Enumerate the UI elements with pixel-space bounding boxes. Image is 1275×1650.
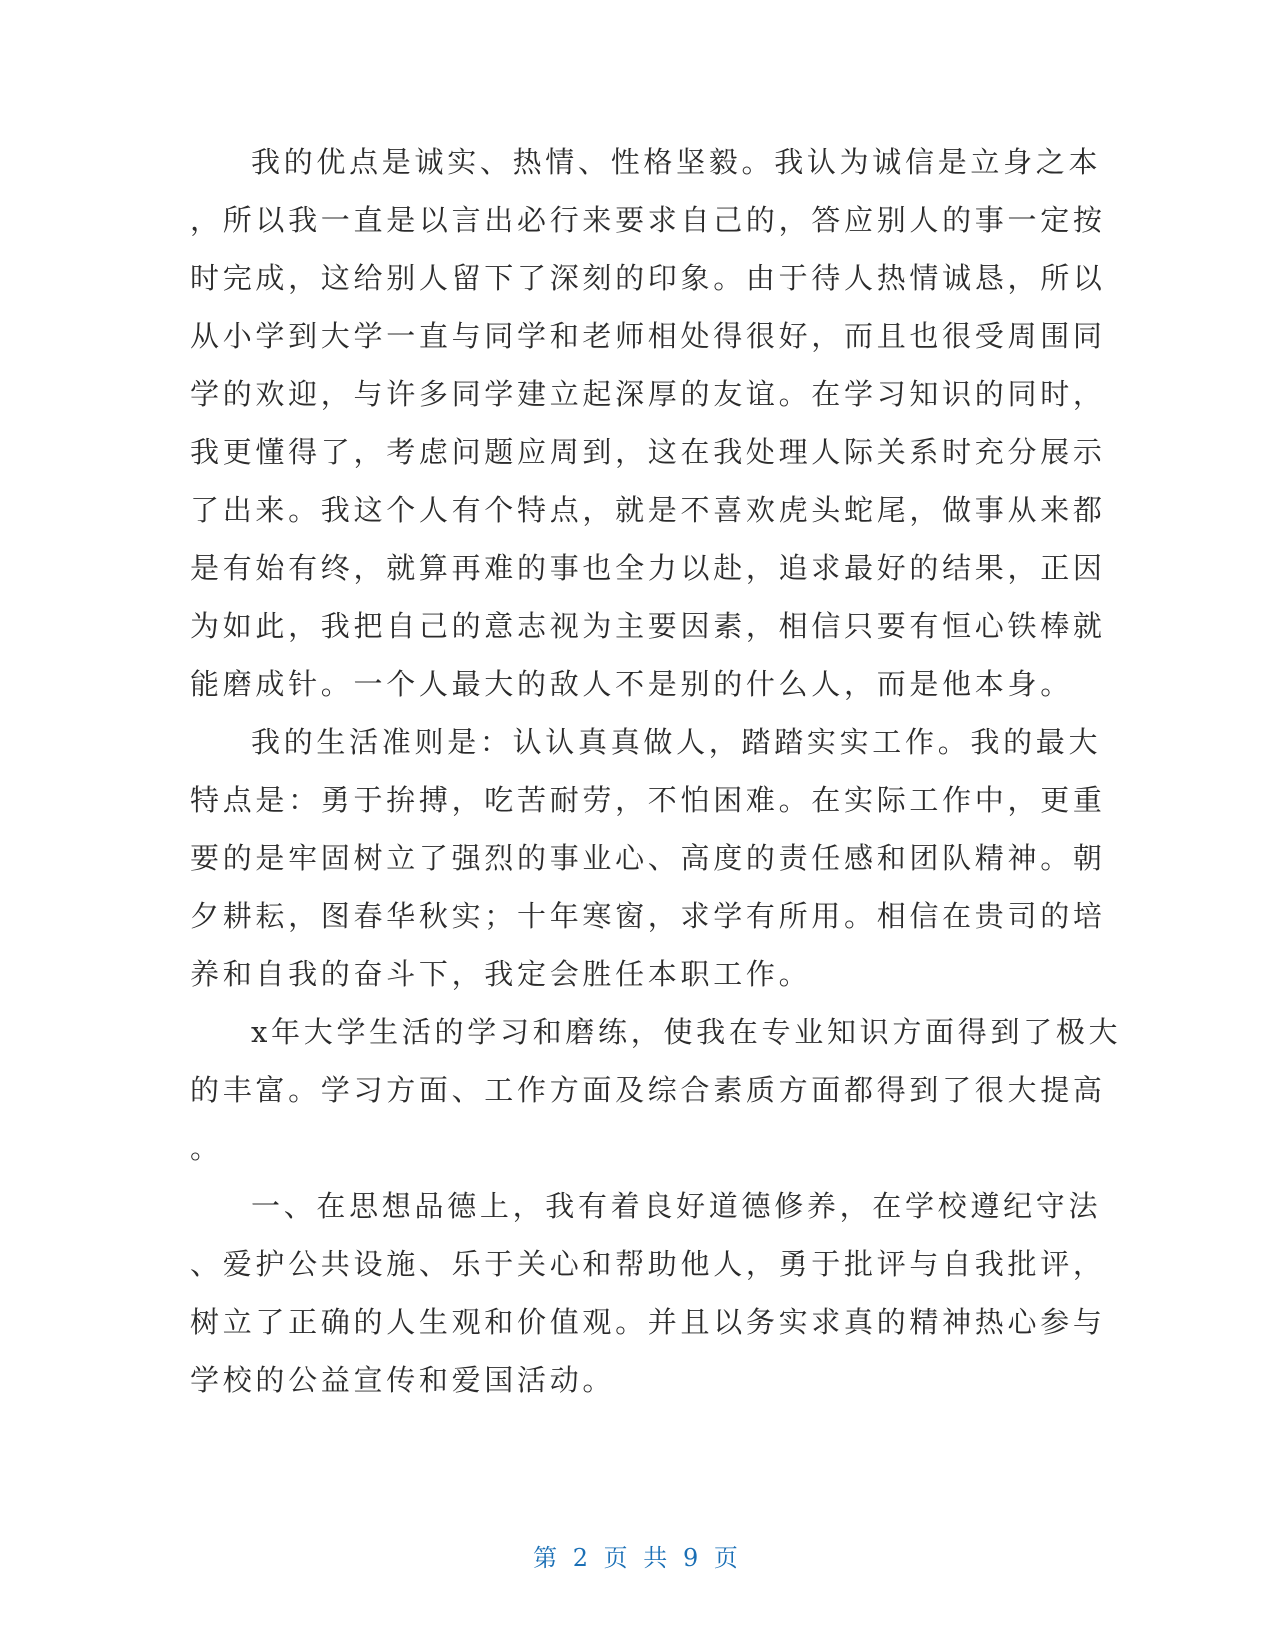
paragraph-2-line-3: 要的是牢固树立了强烈的事业心、高度的责任感和团队精神。朝 [190,841,1106,875]
paragraph-3-line-3: 。 [190,1131,223,1165]
paragraph-1-line-9: 为如此，我把自己的意志视为主要因素，相信只要有恒心铁棒就 [190,609,1106,643]
paragraph-4-line-3: 树立了正确的人生观和价值观。并且以务实求真的精神热心参与 [190,1305,1106,1339]
paragraph-1-line-2: ，所以我一直是以言出必行来要求自己的，答应别人的事一定按 [190,203,1106,237]
paragraph-4-line-4: 学校的公益宣传和爱国活动。 [190,1363,616,1397]
page-number-footer: 第 2 页 共 9 页 [533,1544,742,1572]
paragraph-1-line-7: 了出来。我这个人有个特点，就是不喜欢虎头蛇尾，做事从来都 [190,493,1106,527]
paragraph-1-line-1: 我的优点是诚实、热情、性格坚毅。我认为诚信是立身之本 [251,145,1102,179]
paragraph-1-line-10: 能磨成针。一个人最大的敌人不是别的什么人，而是他本身。 [190,667,1073,701]
paragraph-1-line-5: 学的欢迎，与许多同学建立起深厚的友谊。在学习知识的同时， [190,377,1106,411]
paragraph-3-line-2: 的丰富。学习方面、工作方面及综合素质方面都得到了很大提高 [190,1073,1106,1107]
paragraph-2-line-4: 夕耕耘，图春华秋实；十年寒窗，求学有所用。相信在贵司的培 [190,899,1106,933]
paragraph-2-line-1: 我的生活准则是：认认真真做人，踏踏实实工作。我的最大 [251,725,1102,759]
paragraph-2-line-5: 养和自我的奋斗下，我定会胜任本职工作。 [190,957,812,991]
paragraph-1-line-3: 时完成，这给别人留下了深刻的印象。由于待人热情诚恳，所以 [190,261,1106,295]
paragraph-2-line-2: 特点是：勇于拚搏，吃苦耐劳，不怕困难。在实际工作中，更重 [190,783,1106,817]
paragraph-1-line-8: 是有始有终，就算再难的事也全力以赴，追求最好的结果，正因 [190,551,1106,585]
paragraph-3-line-1: x年大学生活的学习和磨练，使我在专业知识方面得到了极大 [251,1015,1122,1049]
paragraph-1-line-6: 我更懂得了，考虑问题应周到，这在我处理人际关系时充分展示 [190,435,1106,469]
paragraph-4-line-2: 、爱护公共设施、乐于关心和帮助他人，勇于批评与自我批评， [190,1247,1106,1281]
paragraph-1-line-4: 从小学到大学一直与同学和老师相处得很好，而且也很受周围同 [190,319,1106,353]
paragraph-4-line-1: 一、在思想品德上，我有着良好道德修养，在学校遵纪守法 [251,1189,1102,1223]
